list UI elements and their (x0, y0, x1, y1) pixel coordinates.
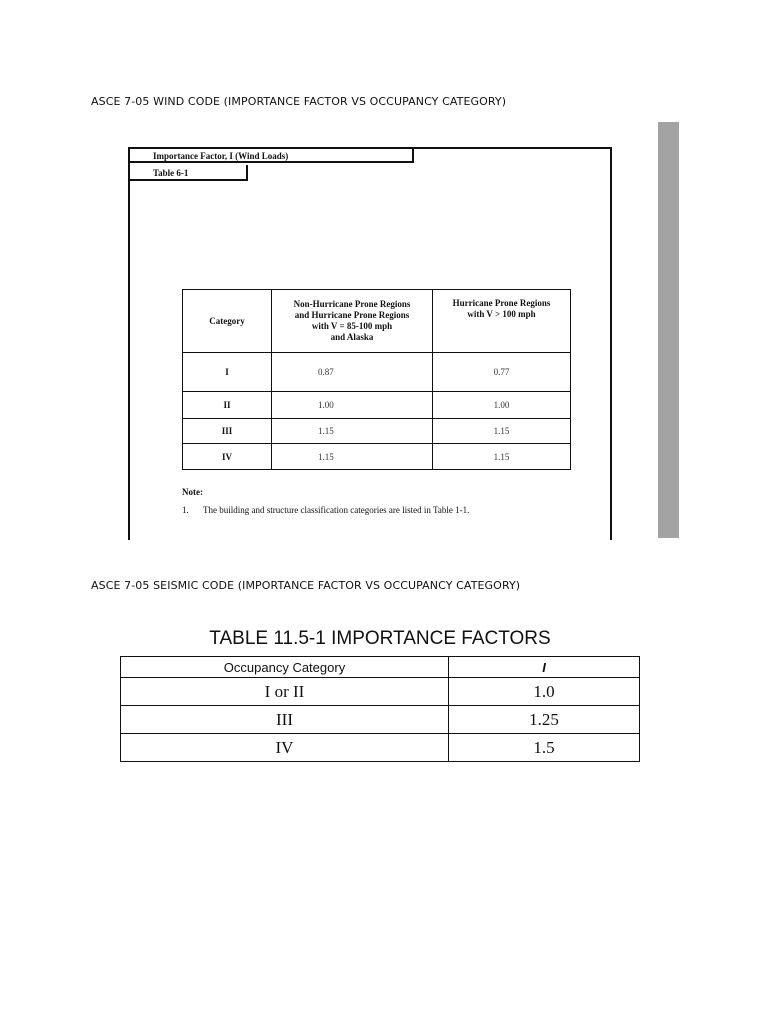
occupancy-category-cell: III (121, 706, 449, 734)
wind-importance-table (182, 289, 571, 470)
header-line: with V > 100 mph (467, 309, 536, 319)
non-hurricane-value: 1.00 (272, 392, 433, 419)
non-hurricane-value: 1.15 (272, 444, 433, 470)
column-header-occupancy-category: Occupancy Category (121, 657, 449, 678)
header-line: and Alaska (330, 332, 374, 342)
note-text (182, 505, 469, 515)
occupancy-category-cell: IV (121, 734, 449, 762)
wind-section-heading: ASCE 7-05 WIND CODE (IMPORTANCE FACTOR VS OCCUPANCY CATEGORY) (91, 95, 507, 108)
figure-table-id: Table 6-1 (130, 165, 248, 181)
table-row (183, 419, 571, 444)
note-label: Note: (182, 487, 203, 497)
hurricane-value: 1.00 (433, 392, 571, 419)
seismic-importance-table (120, 656, 640, 762)
importance-factor-cell: 1.0 (449, 678, 640, 706)
note-body: The building and structure classification categories are listed in Table 1-1. (203, 505, 470, 515)
hurricane-value: 0.77 (433, 353, 571, 392)
table-header-row (121, 657, 640, 678)
note-number: 1. (182, 505, 189, 515)
figure-title: Importance Factor, I (Wind Loads) (130, 149, 414, 163)
importance-factor-cell: 1.25 (449, 706, 640, 734)
table-row (121, 706, 640, 734)
hurricane-value: 1.15 (433, 444, 571, 470)
table-row (121, 734, 640, 762)
table-header-row (183, 290, 571, 353)
column-header-hurricane (433, 290, 571, 353)
scrollbar-thumb[interactable] (658, 122, 679, 538)
seismic-table-title: TABLE 11.5-1 IMPORTANCE FACTORS (209, 628, 551, 649)
column-header-non-hurricane (272, 290, 433, 353)
category-cell: III (183, 419, 272, 444)
header-line: Hurricane Prone Regions (452, 298, 551, 308)
category-cell: II (183, 392, 272, 419)
column-header-importance-factor: I (449, 657, 640, 678)
hurricane-value: 1.15 (433, 419, 571, 444)
table-row (121, 678, 640, 706)
non-hurricane-value: 0.87 (272, 353, 433, 392)
table-row (183, 444, 571, 470)
category-cell: I (183, 353, 272, 392)
wind-table-figure (128, 147, 612, 540)
occupancy-category-cell: I or II (121, 678, 449, 706)
category-cell: IV (183, 444, 272, 470)
header-line: Non-Hurricane Prone Regions (293, 299, 411, 309)
importance-factor-cell: 1.5 (449, 734, 640, 762)
seismic-section-heading: ASCE 7-05 SEISMIC CODE (IMPORTANCE FACTOR VS OCCUPANCY CATEGORY) (91, 579, 521, 592)
table-row (183, 353, 571, 392)
header-line: with V = 85-100 mph (311, 321, 393, 331)
non-hurricane-value: 1.15 (272, 419, 433, 444)
column-header-category: Category (183, 290, 272, 353)
table-row (183, 392, 571, 419)
header-line: and Hurricane Prone Regions (294, 310, 410, 320)
